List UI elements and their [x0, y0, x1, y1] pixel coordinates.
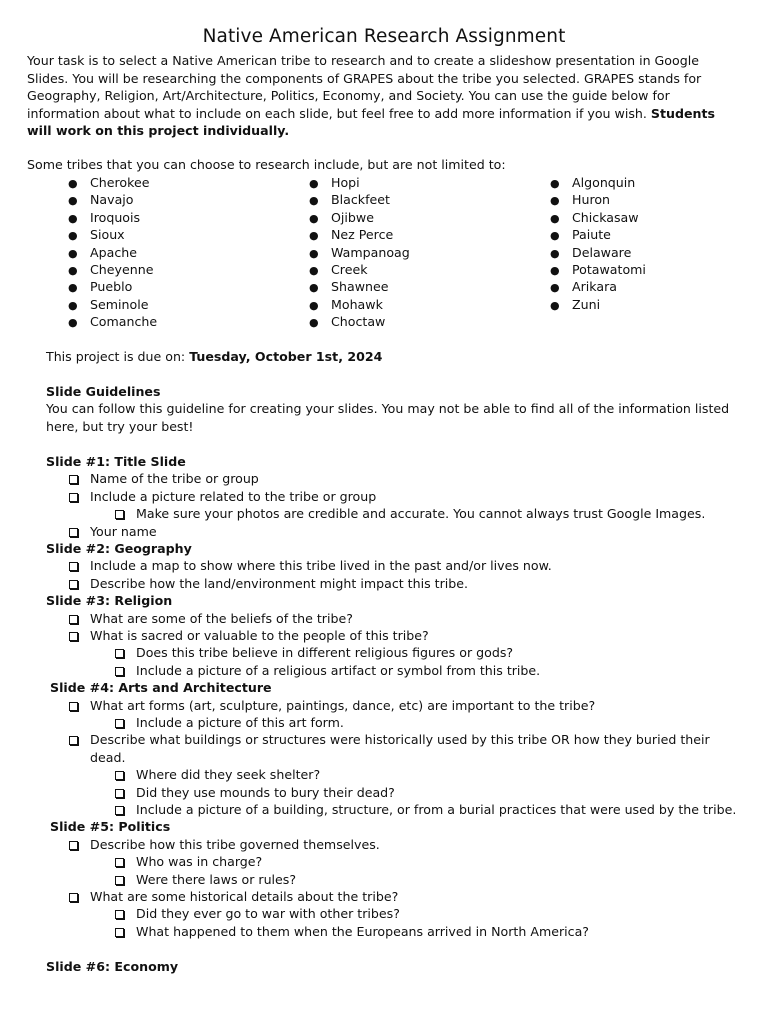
- list-item: [309, 244, 410, 261]
- checklist-item: [46, 662, 746, 679]
- checkbox-bullet-icon: [69, 475, 78, 484]
- checklist-item-text: Make sure your photos are credible and accurate. You cannot always trust Google Images.: [136, 506, 706, 522]
- checklist-item-text: Include a picture related to the tribe or group: [90, 488, 377, 504]
- checklist-item-text: What happened to them when the Europeans arrived in North America?: [136, 923, 589, 939]
- tribe-list-column-1: [68, 174, 157, 331]
- checklist-item: [46, 523, 746, 540]
- checklist-item: [46, 575, 746, 592]
- slide-heading: Slide #1: Title Slide: [46, 454, 186, 469]
- tribe-name: Potawatomi: [572, 261, 646, 277]
- bullet-icon: ●: [309, 281, 319, 295]
- slide-guidelines: [46, 383, 736, 435]
- tribe-name: Algonquin: [572, 175, 636, 190]
- bullet-icon: ●: [309, 316, 319, 330]
- list-item: [309, 313, 410, 330]
- slide-heading: Slide #2: Geography: [46, 541, 192, 557]
- checklist-item-text: Who was in charge?: [136, 854, 263, 870]
- checklist-item-text: Describe how this tribe governed themselves.: [90, 836, 380, 852]
- checkbox-bullet-icon: [69, 580, 78, 589]
- checklist-item-text: Include a picture of a religious artifact or symbol from this tribe.: [136, 662, 541, 678]
- bullet-icon: ●: [68, 316, 78, 330]
- checkbox-bullet-icon: [115, 928, 124, 937]
- slide-list: [46, 453, 746, 975]
- tribe-name: Hopi: [331, 175, 360, 190]
- bullet-icon: ●: [309, 298, 319, 312]
- checkbox-bullet-icon: [115, 789, 124, 798]
- checklist-item-text: What are some historical details about the tribe?: [90, 889, 399, 905]
- checkbox-bullet-icon: [69, 528, 78, 537]
- guidelines-text: You can follow this guideline for creating your slides. You may not be able to find all of the information listed here, but try your best!: [46, 401, 730, 434]
- checklist-item: [46, 731, 746, 766]
- checkbox-bullet-icon: [115, 719, 124, 728]
- slide-heading: Slide #3: Religion: [46, 593, 173, 609]
- slide-heading: Slide #4: Arts and Architecture: [50, 680, 272, 696]
- tribe-name: Creek: [331, 261, 368, 277]
- list-item: [68, 261, 157, 278]
- list-item: [550, 191, 646, 208]
- bullet-icon: ●: [309, 177, 319, 190]
- checklist-item: [46, 905, 746, 922]
- checklist-item: [46, 888, 746, 905]
- checklist-item: [46, 853, 746, 870]
- list-item: [68, 278, 157, 295]
- tribe-name: Cherokee: [90, 175, 150, 190]
- list-item: [68, 226, 157, 243]
- bullet-icon: ●: [550, 263, 560, 277]
- checklist-item-text: What is sacred or valuable to the people of this tribe?: [90, 628, 429, 644]
- checklist-item-text: Describe how the land/environment might impact this tribe.: [90, 575, 469, 591]
- tribe-name: Arikara: [572, 279, 617, 295]
- bullet-icon: ●: [68, 211, 78, 225]
- list-item: [550, 296, 646, 313]
- tribe-name: Choctaw: [331, 314, 386, 330]
- bullet-icon: ●: [550, 229, 560, 243]
- checkbox-bullet-icon: [69, 632, 78, 641]
- checklist-item-text: Describe what buildings or structures were historically used by this tribe OR how they buried their dead.: [90, 732, 710, 765]
- tribe-name: Nez Perce: [331, 227, 394, 243]
- bullet-icon: ●: [68, 194, 78, 208]
- tribe-list-column-3: [550, 174, 646, 313]
- list-item: [550, 261, 646, 278]
- tribe-name: Chickasaw: [572, 209, 639, 225]
- bullet-icon: ●: [550, 194, 560, 208]
- checkbox-bullet-icon: [115, 806, 124, 815]
- bullet-icon: ●: [550, 211, 560, 225]
- checklist-item: [46, 714, 746, 731]
- bullet-icon: ●: [550, 298, 560, 312]
- checklist-item-text: Name of the tribe or group: [90, 471, 259, 487]
- tribe-name: Navajo: [90, 192, 134, 208]
- tribe-name: Huron: [572, 192, 611, 208]
- list-item: [309, 191, 410, 208]
- tribe-name: Ojibwe: [331, 209, 374, 225]
- checkbox-bullet-icon: [69, 736, 78, 745]
- tribe-name: Zuni: [572, 296, 601, 312]
- list-item: [309, 278, 410, 295]
- list-item: [550, 226, 646, 243]
- tribe-name: Mohawk: [331, 296, 383, 312]
- due-date-line: [46, 349, 382, 364]
- checkbox-bullet-icon: [115, 649, 124, 658]
- checkbox-bullet-icon: [69, 893, 78, 902]
- list-item: [550, 278, 646, 295]
- checkbox-bullet-icon: [69, 562, 78, 571]
- tribe-name: Pueblo: [90, 279, 133, 295]
- checklist-item-text: Were there laws or rules?: [136, 871, 297, 887]
- list-item: [68, 209, 157, 226]
- tribe-name: Shawnee: [331, 279, 389, 295]
- checkbox-bullet-icon: [115, 910, 124, 919]
- bullet-icon: ●: [309, 246, 319, 260]
- checklist-item-text: Where did they seek shelter?: [136, 767, 321, 783]
- tribe-name: Delaware: [572, 244, 632, 260]
- list-item: [309, 226, 410, 243]
- bullet-icon: ●: [550, 281, 560, 295]
- list-item: [550, 209, 646, 226]
- checklist-item-text: Does this tribe believe in different religious figures or gods?: [136, 645, 514, 661]
- list-item: [68, 296, 157, 313]
- tribe-name: Apache: [90, 244, 137, 260]
- checkbox-bullet-icon: [69, 493, 78, 502]
- due-date: Tuesday, October 1st, 2024: [189, 349, 383, 364]
- checkbox-bullet-icon: [69, 702, 78, 711]
- intro-paragraph: [27, 52, 739, 140]
- bullet-icon: ●: [309, 229, 319, 243]
- slide-heading: Slide #6: Economy: [46, 958, 179, 974]
- checklist-item: [46, 697, 746, 714]
- list-item: [550, 174, 646, 191]
- list-item: [68, 191, 157, 208]
- checklist-item: [46, 836, 746, 853]
- tribe-name: Comanche: [90, 314, 158, 330]
- spacer: [46, 940, 746, 957]
- checklist-item-text: Your name: [90, 523, 157, 539]
- tribe-name: Sioux: [90, 227, 125, 243]
- checkbox-bullet-icon: [115, 858, 124, 867]
- checklist-item: [46, 557, 746, 574]
- tribe-name: Paiute: [572, 227, 611, 243]
- bullet-icon: ●: [68, 298, 78, 312]
- bullet-icon: ●: [68, 246, 78, 260]
- bullet-icon: ●: [550, 246, 560, 260]
- checklist-item-text: What are some of the beliefs of the tribe?: [90, 610, 353, 626]
- checklist-item-text: Did they use mounds to bury their dead?: [136, 784, 395, 800]
- checkbox-bullet-icon: [69, 615, 78, 624]
- checklist-item-text: Include a picture of a building, structure, or from a burial practices that were used by the tribe.: [136, 802, 737, 818]
- bullet-icon: ●: [309, 211, 319, 225]
- list-item: [68, 244, 157, 261]
- tribe-name: Iroquois: [90, 209, 141, 225]
- bullet-icon: ●: [550, 177, 560, 190]
- list-item: [309, 261, 410, 278]
- checklist-item: [46, 644, 746, 661]
- bullet-icon: ●: [68, 281, 78, 295]
- list-item: [309, 296, 410, 313]
- checklist-item: [46, 470, 746, 487]
- document-title: Native American Research Assignment: [202, 26, 566, 47]
- list-item: [550, 244, 646, 261]
- due-label: This project is due on:: [46, 349, 190, 364]
- tribe-name: Cheyenne: [90, 261, 154, 277]
- intro-text: Your task is to select a Native American tribe to research and to create a slideshow presentation in Google Slides. You will be researching the components of GRAPES about the tribe you selected. GRAPES stands for Geography, Religion, Art/Architecture, Politics, Economy, and Society. You can use the guide below for information about what to include on each slide, but feel free to add more information if you wish.: [27, 53, 702, 121]
- list-item: [68, 313, 157, 330]
- bullet-icon: ●: [68, 177, 78, 190]
- checklist-item-text: Include a picture of this art form.: [136, 715, 344, 731]
- checklist-item: [46, 488, 746, 505]
- checkbox-bullet-icon: [115, 876, 124, 885]
- checklist-item: [46, 871, 746, 888]
- list-item: [68, 174, 157, 191]
- checklist-item: [46, 627, 746, 644]
- checklist-item-text: What art forms (art, sculpture, paintings, dance, etc) are important to the tribe?: [90, 697, 596, 713]
- checklist-item: [46, 784, 746, 801]
- checklist-item: [46, 923, 746, 940]
- tribe-list-column-2: [309, 174, 410, 331]
- tribe-name: Blackfeet: [331, 192, 390, 208]
- checkbox-bullet-icon: [115, 667, 124, 676]
- list-item: [309, 209, 410, 226]
- intro-bold-note: Students will work on this project individually.: [27, 105, 716, 138]
- checkbox-bullet-icon: [115, 771, 124, 780]
- bullet-icon: ●: [309, 194, 319, 208]
- tribe-list-intro: Some tribes that you can choose to research include, but are not limited to:: [27, 157, 506, 172]
- tribe-name: Wampanoag: [331, 244, 410, 260]
- checklist-item-text: Did they ever go to war with other tribes?: [136, 906, 400, 922]
- bullet-icon: ●: [309, 263, 319, 277]
- checklist-item-text: Include a map to show where this tribe lived in the past and/or lives now.: [90, 558, 552, 574]
- tribe-name: Seminole: [90, 296, 149, 312]
- checkbox-bullet-icon: [69, 841, 78, 850]
- slide-heading: Slide #5: Politics: [50, 819, 171, 835]
- guidelines-heading: Slide Guidelines: [46, 384, 161, 399]
- checklist-item: [46, 801, 746, 818]
- checklist-item: [46, 505, 746, 522]
- bullet-icon: ●: [68, 229, 78, 243]
- checkbox-bullet-icon: [115, 510, 124, 519]
- checklist-item: [46, 610, 746, 627]
- bullet-icon: ●: [68, 263, 78, 277]
- list-item: [309, 174, 410, 191]
- checklist-item: [46, 766, 746, 783]
